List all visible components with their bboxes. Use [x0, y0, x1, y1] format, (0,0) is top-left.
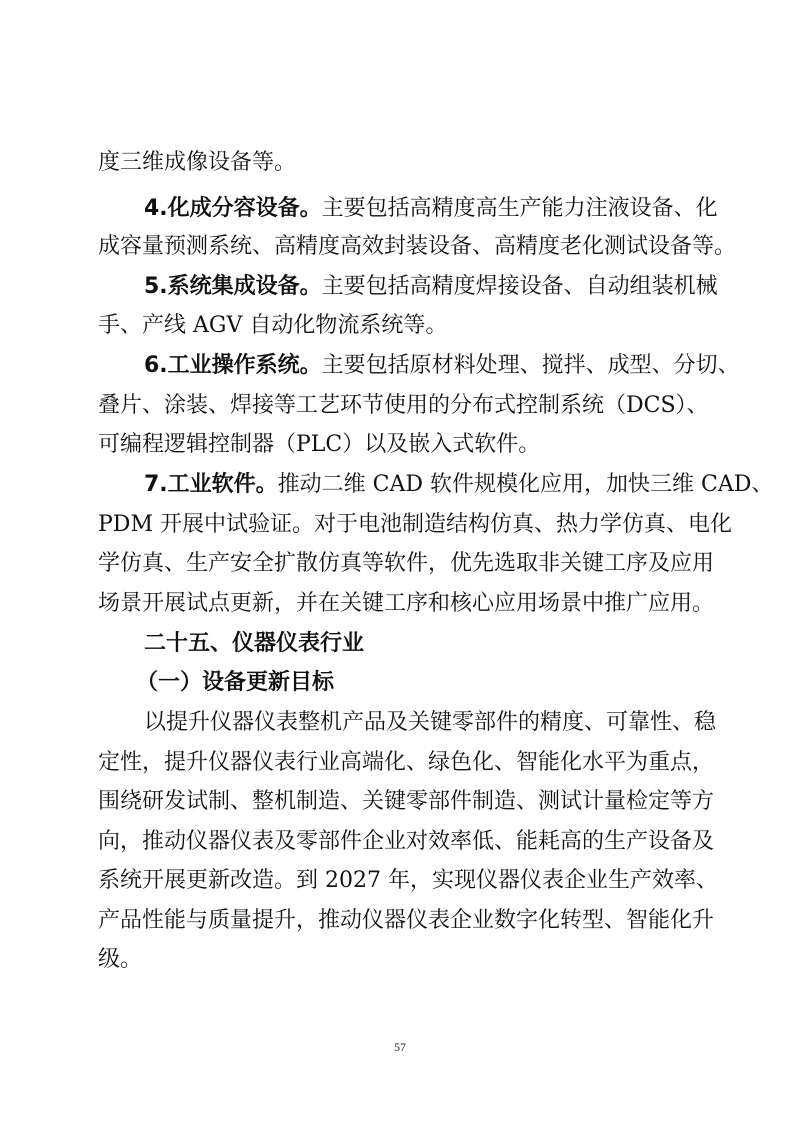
text-line: 学仿真、生产安全扩散仿真等软件，优先选取非关键工序及应用: [98, 551, 715, 576]
paragraph-line-7: [144, 470, 774, 500]
paragraph-line-6: [144, 351, 740, 381]
text-line: 级。: [98, 947, 143, 972]
text-line: 手、产线 AGV 自动化物流系统等。: [98, 313, 448, 338]
item-text-5: 主要包括高精度焊接设备、自动组装机械: [321, 274, 718, 299]
paragraph-line-4: [144, 194, 718, 224]
text-line: PDM 开展中试验证。对于电池制造结构仿真、热力学仿真、电化: [98, 512, 732, 537]
text-line: 系统开展更新改造。到 2027 年，实现仪器仪表企业生产效率、: [98, 868, 718, 893]
text-line: 定性，提升仪器仪表行业高端化、绿色化、智能化水平为重点，: [98, 750, 715, 775]
subsection-heading: （一）设备更新目标: [136, 670, 335, 695]
text-line: 场景开展试点更新，并在关键工序和核心应用场景中推广应用。: [98, 591, 715, 616]
item-title-7: 7.工业软件。: [144, 472, 278, 497]
text-line: 围绕研发试制、整机制造、关键零部件制造、测试计量检定等方: [98, 789, 715, 814]
section-heading: 二十五、仪器仪表行业: [144, 631, 365, 656]
text-line: 叠片、涂装、焊接等工艺环节使用的分布式控制系统（DCS）、: [98, 393, 709, 418]
page-number: 57: [394, 1040, 406, 1054]
paragraph-line-5: [144, 272, 718, 302]
text-line: 产品性能与质量提升，推动仪器仪表企业数字化转型、智能化升: [98, 908, 715, 933]
text-line: 度三维成像设备等。: [98, 150, 297, 175]
item-text-6: 主要包括原材料处理、搅拌、成型、分切、: [321, 353, 740, 378]
text-line: 以提升仪器仪表整机产品及关键零部件的精度、可靠性、稳: [144, 710, 717, 735]
item-text-4: 主要包括高精度高生产能力注液设备、化: [321, 196, 718, 221]
text-line: 可编程逻辑控制器（PLC）以及嵌入式软件。: [98, 432, 541, 457]
item-title-4: 4.化成分容设备。: [144, 196, 322, 221]
item-title-5: 5.系统集成设备。: [144, 274, 322, 299]
text-line: 成容量预测系统、高精度高效封装设备、高精度老化测试设备等。: [98, 234, 737, 259]
item-title-6: 6.工业操作系统。: [144, 353, 322, 378]
item-text-7: 推动二维 CAD 软件规模化应用，加快三维 CAD、: [277, 472, 774, 497]
text-line: 向，推动仪器仪表及零部件企业对效率低、能耗高的生产设备及: [98, 829, 715, 854]
